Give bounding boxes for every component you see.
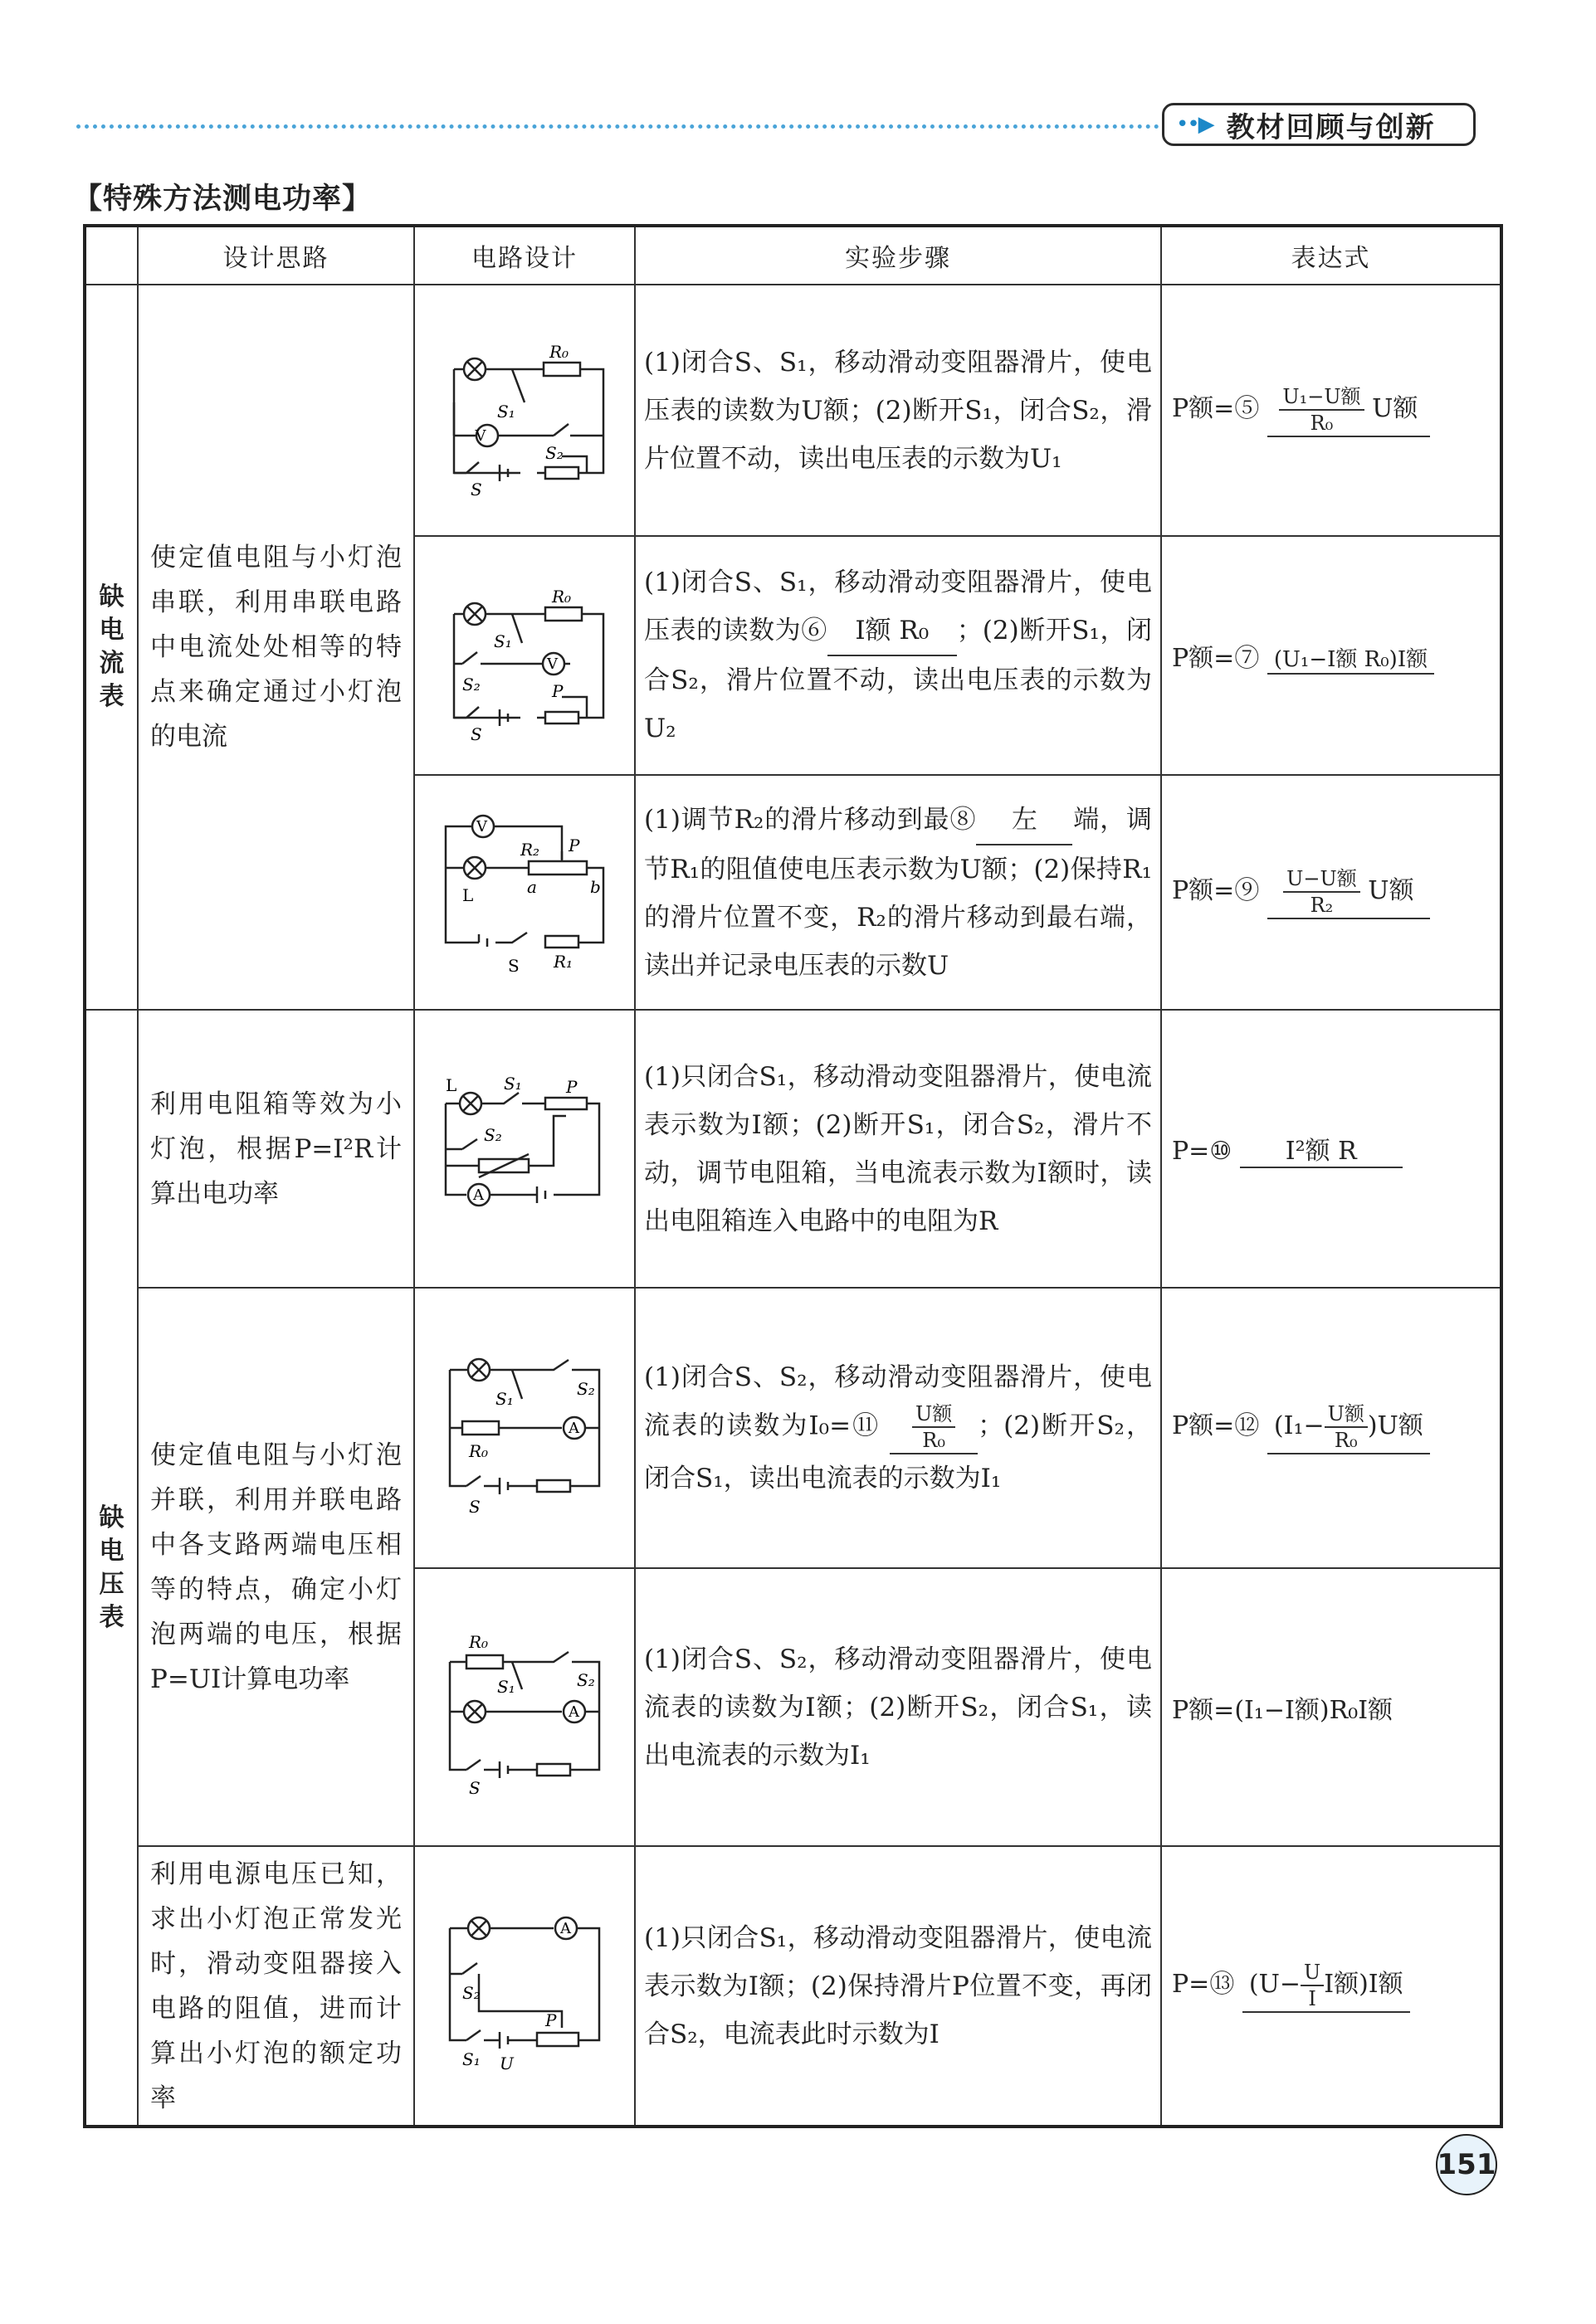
ammeter-label: A — [560, 1919, 571, 1937]
circuit-label-r0: R₀ — [552, 587, 572, 607]
circuit-label-s2: S₂ — [484, 1124, 502, 1145]
category-cell — [85, 1010, 138, 2127]
idea-text: 利用电阻箱等效为小灯泡，根据P=I²R计算出电功率 — [150, 1089, 402, 1209]
header-dotted-line — [76, 124, 1159, 129]
voltmeter-label: V — [547, 655, 558, 673]
circuit-cell — [414, 285, 635, 536]
circuit-label-s2: S₂ — [577, 1669, 595, 1690]
fraction — [1279, 384, 1364, 436]
denominator: R₀ — [922, 1429, 945, 1452]
answer-blank: (U₁−I额 R₀)I额 — [1267, 642, 1434, 675]
steps-text: (1)闭合S、S₂，移动滑动变阻器滑片，使电流表的读数为I额；(2)断开S₂，闭合S₁，读出电流表的示数为I₁ — [644, 1644, 1152, 1771]
circuit-label-s: S — [471, 479, 482, 499]
circuit-label-p: P — [566, 1076, 578, 1097]
numerator: U — [1301, 1960, 1324, 1986]
header-steps: 实验步骤 — [635, 226, 1161, 285]
expr-cell — [1161, 285, 1501, 536]
chapter-badge — [1162, 103, 1476, 146]
expr-prefix: P额=⑦ — [1172, 643, 1260, 673]
circuit-diagram — [429, 564, 620, 747]
chapter-badge-text: 教材回顾与创新 — [1226, 110, 1436, 144]
circuit-label-p: P — [569, 835, 580, 855]
circuit-label-s: S — [508, 955, 520, 976]
page-number: 151 — [1436, 2134, 1497, 2195]
ammeter-label: A — [569, 1420, 579, 1437]
expr-cell — [1161, 1288, 1501, 1568]
denominator: R₀ — [1310, 411, 1334, 435]
circuit-label-r0: R₀ — [469, 1631, 489, 1652]
circuit-diagram — [429, 1066, 620, 1232]
numerator: U额 — [1325, 1401, 1368, 1428]
idea-text: 使定值电阻与小灯泡并联，利用并联电路中各支路两端电压相等的特点，确定小灯泡两端的电压，根据P=UI计算电功率 — [150, 1440, 402, 1694]
expr-tail: I额)I额 — [1324, 1969, 1403, 1999]
circuit-label-r0: R₀ — [469, 1441, 489, 1461]
circuit-label-a: a — [527, 876, 537, 897]
circuit-label-s: S — [469, 1497, 481, 1517]
steps-text: (1)闭合S、S₁，移动滑动变阻器滑片，使电压表的读数为U额；(2)断开S₁，闭合S₂，滑片位置不动，读出电压表的示数为U₁ — [644, 347, 1152, 474]
idea-text: 使定值电阻与小灯泡串联，利用串联电路中电流处处相等的特点来确定通过小灯泡的电流 — [150, 543, 402, 752]
answer-blank: I²额 R — [1240, 1130, 1403, 1168]
header-expr: 表达式 — [1161, 226, 1501, 285]
section-title: 【特殊方法测电功率】 — [73, 183, 373, 216]
numerator: U额 — [912, 1401, 955, 1428]
expr-prefix: P=⑬ — [1172, 1969, 1235, 1999]
expr-pre: (I₁− — [1273, 1411, 1325, 1440]
circuit-label-s1: S₁ — [504, 1073, 522, 1094]
expr-prefix: P额=⑤ — [1172, 393, 1260, 423]
expr-prefix: P=⑩ — [1172, 1136, 1232, 1166]
circuit-diagram — [429, 1616, 620, 1799]
answer-blank — [1267, 1401, 1430, 1454]
expr-tail: )U额 — [1367, 1411, 1423, 1440]
circuit-label-r1: R₁ — [554, 951, 573, 972]
numerator: U−U额 — [1283, 866, 1360, 893]
expr-cell — [1161, 1010, 1501, 1288]
circuit-label-l: L — [446, 1074, 457, 1095]
answer-blank-11 — [890, 1401, 978, 1454]
circuit-cell — [414, 1846, 635, 2127]
circuit-label-r0: R₀ — [549, 341, 569, 362]
ammeter-label: A — [473, 1186, 484, 1204]
header-blank — [85, 226, 138, 285]
header-circuit: 电路设计 — [414, 226, 635, 285]
denominator: I — [1308, 1986, 1316, 2010]
steps-cell — [635, 1568, 1161, 1846]
steps-cell — [635, 1846, 1161, 2127]
circuit-label-l: L — [462, 884, 474, 905]
circuit-label-s1: S₁ — [495, 1389, 514, 1409]
circuit-label-b: b — [590, 876, 601, 897]
steps-cell — [635, 1288, 1161, 1568]
category-label: 缺电压表 — [99, 1503, 124, 1632]
circuit-label-s2: S₂ — [577, 1379, 595, 1399]
voltmeter-label: V — [475, 426, 486, 445]
expr-cell — [1161, 1568, 1501, 1846]
circuit-label-s1: S₁ — [497, 401, 515, 421]
expr-prefix: P额=⑫ — [1172, 1411, 1260, 1440]
circuit-diagram — [429, 319, 620, 502]
circuit-label-s1: S₁ — [497, 1676, 515, 1697]
answer-blank — [1267, 384, 1430, 437]
denominator: R₀ — [1334, 1429, 1358, 1452]
expr-tail: U额 — [1372, 393, 1418, 423]
expr-text: P额=(I₁−I额)R₀I额 — [1172, 1695, 1393, 1725]
steps-text-b: ；(2)断开S₂，闭合S₁，读出电流表的示数为I₁ — [644, 1410, 1153, 1493]
circuit-label-p: P — [552, 681, 564, 701]
answer-blank-8: 左 — [976, 796, 1072, 845]
methods-table — [83, 224, 1503, 2128]
table-row — [85, 1010, 1501, 1288]
circuit-cell — [414, 1568, 635, 1846]
idea-cell — [138, 1288, 414, 1846]
expr-cell — [1161, 775, 1501, 1010]
fraction — [912, 1401, 955, 1453]
circuit-label-u: U — [500, 2053, 514, 2073]
circuit-cell — [414, 775, 635, 1010]
answer-blank — [1242, 1960, 1410, 2013]
circuit-cell — [414, 1288, 635, 1568]
steps-text-b: ；(2)断开S₁，闭合S₂，滑片位置不动，读出电压表的示数为U₂ — [644, 616, 1153, 743]
expr-cell — [1161, 536, 1501, 775]
circuit-label-s2: S₂ — [462, 675, 481, 694]
category-cell — [85, 285, 138, 1010]
circuit-diagram — [429, 1895, 620, 2078]
circuit-label-s: S — [471, 724, 482, 744]
idea-cell — [138, 1846, 414, 2127]
idea-cell — [138, 285, 414, 1010]
ammeter-label: A — [569, 1703, 579, 1721]
expr-pre: (U− — [1248, 1969, 1301, 1999]
steps-text: (1)闭合S、S₂，移动滑动变阻器滑片，使电流表的读数为I₀=⑪ — [644, 1362, 1152, 1441]
answer-blank-6: I额 R₀ — [827, 607, 957, 656]
circuit-label-s: S — [469, 1777, 481, 1798]
table-header-row — [85, 226, 1501, 285]
voltmeter-label: V — [476, 817, 487, 836]
steps-cell — [635, 285, 1161, 536]
steps-text: (1)只闭合S₁，移动滑动变阻器滑片，使电流表示数为I额；(2)断开S₁，闭合S₂，滑片不动，调节电阻箱，当电流表示数为I额时，读出电阻箱连入电路中的电阻为R — [644, 1061, 1152, 1236]
idea-cell — [138, 1010, 414, 1288]
steps-cell — [635, 536, 1161, 775]
circuit-diagram — [429, 801, 620, 984]
circuit-label-s1: S₁ — [494, 631, 512, 651]
category-label: 缺电流表 — [99, 582, 124, 711]
arrow-icon: ••▶ — [1176, 112, 1213, 137]
circuit-cell — [414, 536, 635, 775]
fraction — [1283, 866, 1360, 918]
steps-text-b: 端，调节R₁的阻值使电压表示数为U额；(2)保持R₁的滑片位置不变，R₂的滑片移动到最右端，读出并记录电压表的示数U — [644, 804, 1153, 981]
circuit-label-s1: S₁ — [462, 2049, 481, 2069]
table-row — [85, 1846, 1501, 2127]
idea-text: 利用电源电压已知，求出小灯泡正常发光时，滑动变阻器接入电路的阻值，进而计算出小灯泡的额定功率 — [150, 1859, 402, 2113]
numerator: U₁−U额 — [1279, 384, 1364, 411]
steps-text: (1)调节R₂的滑片移动到最⑧ — [644, 804, 977, 835]
denominator: R₂ — [1310, 893, 1334, 917]
expr-tail: U额 — [1368, 875, 1414, 905]
steps-text: (1)闭合S、S₁，移动滑动变阻器滑片，使电压表的读数为⑥ — [644, 568, 1152, 646]
table-row — [85, 1288, 1501, 1568]
answer-blank — [1267, 866, 1430, 919]
circuit-label-s2: S₂ — [545, 442, 564, 463]
circuit-label-r2: R₂ — [520, 839, 540, 860]
steps-cell — [635, 775, 1161, 1010]
fraction — [1325, 1401, 1368, 1453]
circuit-label-p: P — [545, 2010, 557, 2030]
steps-cell — [635, 1010, 1161, 1288]
expr-prefix: P额=⑨ — [1172, 875, 1260, 905]
table-row — [85, 285, 1501, 536]
steps-text: (1)只闭合S₁，移动滑动变阻器滑片，使电流表示数为I额；(2)保持滑片P位置不变，再闭合S₂，电流表此时示数为I — [644, 1922, 1152, 2049]
fraction — [1301, 1960, 1324, 2011]
expr-cell — [1161, 1846, 1501, 2127]
header-idea: 设计思路 — [138, 226, 414, 285]
circuit-label-s2: S₂ — [462, 1982, 481, 2003]
circuit-diagram — [429, 1337, 620, 1519]
circuit-cell — [414, 1010, 635, 1288]
